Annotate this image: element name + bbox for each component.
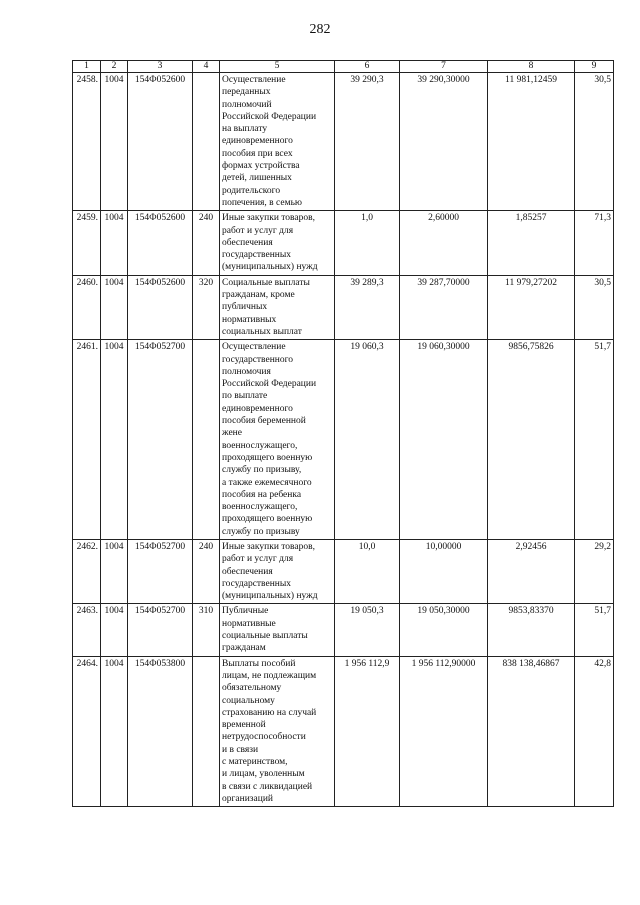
- target-code-cell: 154Ф052600: [128, 275, 193, 339]
- section-code-cell: 1004: [101, 211, 128, 275]
- percent-cell: 71,3: [575, 211, 614, 275]
- percent-cell: 30,5: [575, 73, 614, 211]
- column-header: 3: [128, 61, 193, 73]
- plan-amount-cell: 39 289,3: [335, 275, 400, 339]
- actual-amount-cell: 11 979,27202: [488, 275, 575, 339]
- updated-amount-cell: 39 290,30000: [400, 73, 488, 211]
- updated-amount-cell: 2,60000: [400, 211, 488, 275]
- expense-type-cell: 320: [193, 275, 220, 339]
- percent-cell: 51,7: [575, 604, 614, 656]
- column-header: 9: [575, 61, 614, 73]
- plan-amount-cell: 39 290,3: [335, 73, 400, 211]
- row-number-cell: 2461.: [73, 340, 101, 540]
- description-cell: Иные закупки товаров, работ и услуг для обеспечения государственных (муниципальных) нужд: [220, 539, 335, 603]
- actual-amount-cell: 1,85257: [488, 211, 575, 275]
- description-cell: Осуществление переданных полномочий Российской Федерации на выплату единовременного пособия при всех формах устройства детей, лишенных родительского попечения, в семью: [220, 73, 335, 211]
- column-header: 2: [101, 61, 128, 73]
- column-header: 8: [488, 61, 575, 73]
- updated-amount-cell: 1 956 112,90000: [400, 656, 488, 807]
- column-header: 4: [193, 61, 220, 73]
- actual-amount-cell: 838 138,46867: [488, 656, 575, 807]
- expense-type-cell: [193, 656, 220, 807]
- actual-amount-cell: 9856,75826: [488, 340, 575, 540]
- row-number-cell: 2458.: [73, 73, 101, 211]
- updated-amount-cell: 39 287,70000: [400, 275, 488, 339]
- row-number-cell: 2463.: [73, 604, 101, 656]
- section-code-cell: 1004: [101, 656, 128, 807]
- target-code-cell: 154Ф052700: [128, 539, 193, 603]
- table-row: [73, 73, 614, 211]
- expense-type-cell: [193, 340, 220, 540]
- percent-cell: 51,7: [575, 340, 614, 540]
- header-row: [73, 61, 614, 73]
- budget-table: [72, 60, 614, 807]
- description-cell: Публичные нормативные социальные выплаты гражданам: [220, 604, 335, 656]
- actual-amount-cell: 9853,83370: [488, 604, 575, 656]
- description-cell: Выплаты пособий лицам, не подлежащим обязательному социальному страхованию на случай временной нетрудоспособности и в связи с материнством, и лицам, уволенным в связи с ликвидацией организаций: [220, 656, 335, 807]
- table-row: [73, 656, 614, 807]
- table-row: [73, 340, 614, 540]
- percent-cell: 30,5: [575, 275, 614, 339]
- plan-amount-cell: 19 050,3: [335, 604, 400, 656]
- section-code-cell: 1004: [101, 340, 128, 540]
- percent-cell: 42,8: [575, 656, 614, 807]
- plan-amount-cell: 1,0: [335, 211, 400, 275]
- section-code-cell: 1004: [101, 539, 128, 603]
- section-code-cell: 1004: [101, 275, 128, 339]
- column-header: 1: [73, 61, 101, 73]
- updated-amount-cell: 19 060,30000: [400, 340, 488, 540]
- percent-cell: 29,2: [575, 539, 614, 603]
- actual-amount-cell: 11 981,12459: [488, 73, 575, 211]
- expense-type-cell: 240: [193, 539, 220, 603]
- description-cell: Социальные выплаты гражданам, кроме публичных нормативных социальных выплат: [220, 275, 335, 339]
- expense-type-cell: [193, 73, 220, 211]
- actual-amount-cell: 2,92456: [488, 539, 575, 603]
- updated-amount-cell: 19 050,30000: [400, 604, 488, 656]
- plan-amount-cell: 1 956 112,9: [335, 656, 400, 807]
- plan-amount-cell: 10,0: [335, 539, 400, 603]
- table-row: [73, 211, 614, 275]
- row-number-cell: 2459.: [73, 211, 101, 275]
- target-code-cell: 154Ф052600: [128, 73, 193, 211]
- description-cell: Осуществление государственного полномочия Российской Федерации по выплате единовременного пособия беременной жене военнослужащего, проходящего военную службу по призыву, а также ежемесячного пособия на ребенка военнослужащего, проходящего военную службу по призыву: [220, 340, 335, 540]
- table-row: [73, 604, 614, 656]
- table-row: [73, 275, 614, 339]
- section-code-cell: 1004: [101, 73, 128, 211]
- description-cell: Иные закупки товаров, работ и услуг для обеспечения государственных (муниципальных) нужд: [220, 211, 335, 275]
- expense-type-cell: 240: [193, 211, 220, 275]
- plan-amount-cell: 19 060,3: [335, 340, 400, 540]
- table-row: [73, 539, 614, 603]
- column-header: 5: [220, 61, 335, 73]
- updated-amount-cell: 10,00000: [400, 539, 488, 603]
- row-number-cell: 2462.: [73, 539, 101, 603]
- target-code-cell: 154Ф052600: [128, 211, 193, 275]
- table-body: [73, 73, 614, 807]
- row-number-cell: 2460.: [73, 275, 101, 339]
- column-header: 6: [335, 61, 400, 73]
- section-code-cell: 1004: [101, 604, 128, 656]
- column-header: 7: [400, 61, 488, 73]
- row-number-cell: 2464.: [73, 656, 101, 807]
- page-number: 282: [309, 22, 331, 37]
- expense-type-cell: 310: [193, 604, 220, 656]
- target-code-cell: 154Ф053800: [128, 656, 193, 807]
- target-code-cell: 154Ф052700: [128, 340, 193, 540]
- target-code-cell: 154Ф052700: [128, 604, 193, 656]
